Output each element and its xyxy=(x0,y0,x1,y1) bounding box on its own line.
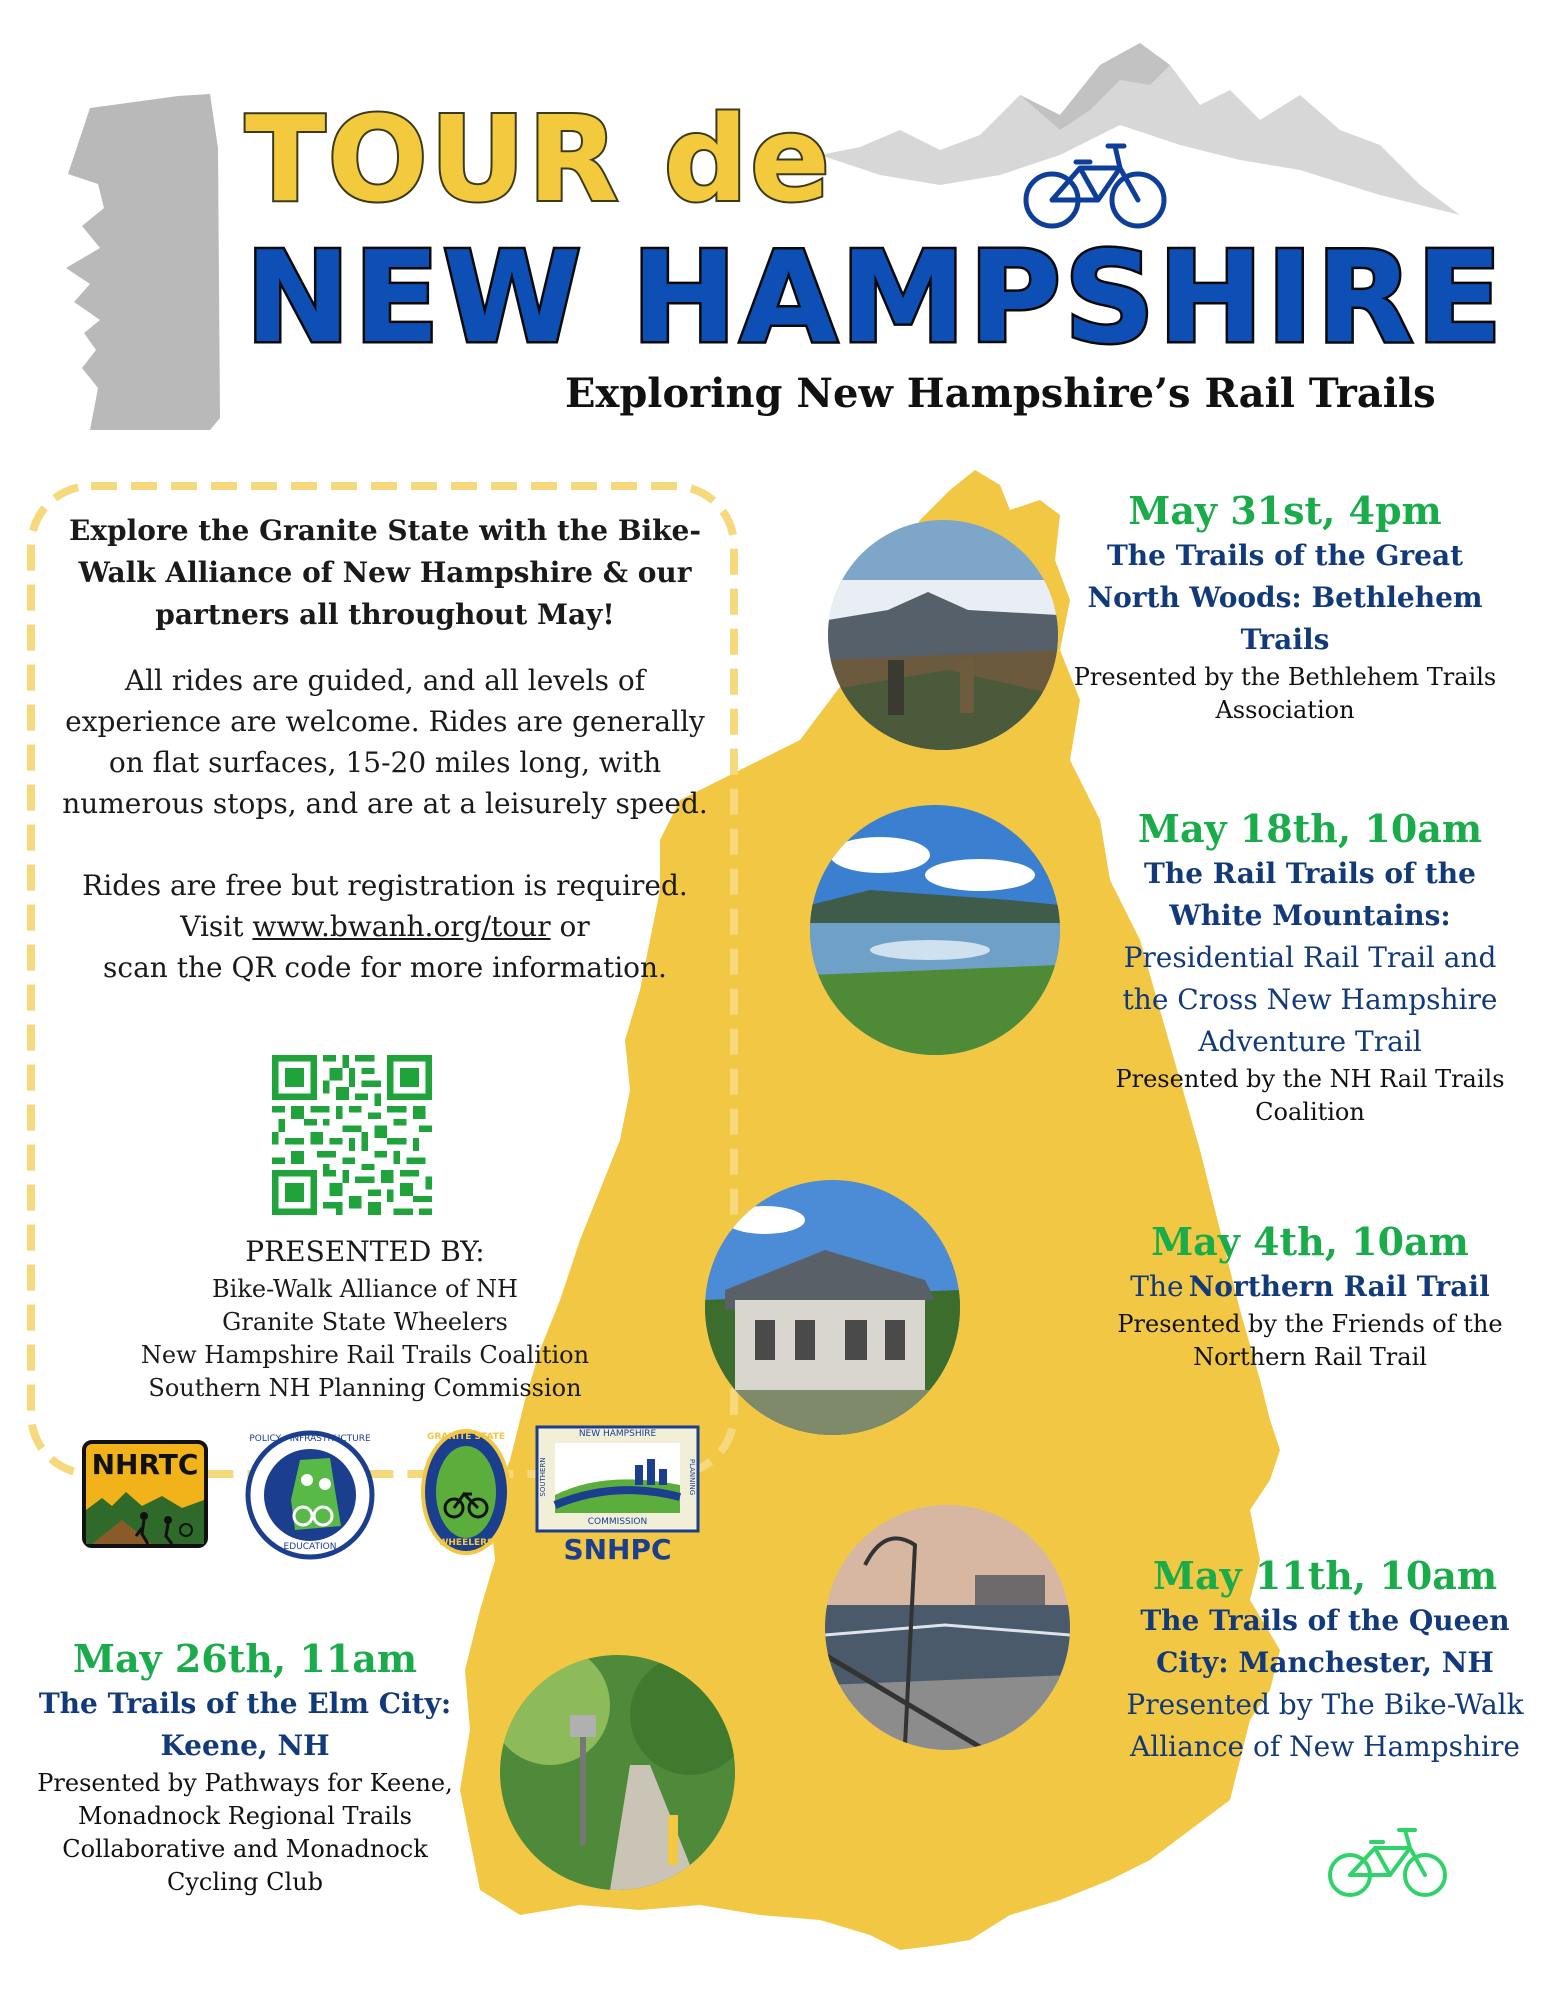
event-title: The Trails of the Queen City: Manchester, NH xyxy=(1140,1604,1510,1679)
subtitle: Exploring New Hampshire’s Rail Trails xyxy=(565,370,1436,417)
presenter-item: Bike-Walk Alliance of NH xyxy=(212,1275,518,1303)
snhpc-right-text: PLANNING xyxy=(688,1458,696,1496)
ride-details-text: All rides are guided, and all levels of experience are welcome. Rides are generally on flat surfaces, 15-20 miles long, with numerous stops, and are at a leisurely speed. xyxy=(62,664,708,820)
event-date: May 31st, 4pm xyxy=(1128,488,1442,533)
qr-code[interactable] xyxy=(272,1055,432,1215)
event-title: The Trails of the Great North Woods: Bethlehem Trails xyxy=(1087,539,1483,656)
event-title: The Trails of the Elm City: Keene, NH xyxy=(38,1687,452,1762)
event-may-4 xyxy=(1115,1218,1505,1374)
snhpc-top-text: NEW HAMPSHIRE xyxy=(578,1429,657,1439)
gsw-logo-bottom-text: WHEELERS xyxy=(438,1538,494,1548)
title-tour-de: TOUR de xyxy=(245,90,833,228)
photo-white-mountains-lake xyxy=(810,805,1060,1055)
ride-details xyxy=(55,660,715,988)
event-title-bold: The Rail Trails of the White Mountains: xyxy=(1144,857,1476,932)
granite-state-wheelers-logo xyxy=(420,1428,512,1556)
registration-text: Rides are free but registration is required. xyxy=(82,869,688,902)
event-date: May 18th, 10am xyxy=(1137,806,1483,851)
bwanh-logo xyxy=(245,1430,375,1560)
event-may-31 xyxy=(1070,487,1500,727)
event-title-rest: Presidential Rail Trail and the Cross New Hampshire Adventure Trail xyxy=(1122,941,1498,1058)
event-title-prefix: The xyxy=(1130,1270,1184,1303)
green-bicycle-icon xyxy=(1325,1820,1450,1900)
bwanh-logo-bottom-text: EDUCATION xyxy=(283,1542,337,1552)
registration-visit-line xyxy=(55,906,715,947)
snhpc-name: SNHPC xyxy=(563,1533,672,1566)
photo-manchester-river xyxy=(825,1505,1070,1750)
gsw-logo-top-text: GRANITE STATE xyxy=(426,1432,506,1442)
event-presenter: Presented by Pathways for Keene, Monadnock Regional Trails Collaborative and Monadnock Cycling Club xyxy=(37,1769,453,1896)
snhpc-logo xyxy=(535,1425,700,1565)
bwanh-logo-top-text: POLICY · INFRASTRUCTURE xyxy=(249,1434,371,1444)
visit-label: Visit xyxy=(180,910,244,943)
event-presenter: Presented by the NH Rail Trails Coalition xyxy=(1115,1065,1505,1126)
intro-text: Explore the Granite State with the Bike-Walk Alliance of New Hampshire & our partners all throughout May! xyxy=(69,514,701,631)
presenter-item: Granite State Wheelers xyxy=(222,1308,508,1336)
event-date: May 26th, 11am xyxy=(72,1636,418,1681)
photo-bethlehem-overlook xyxy=(828,520,1058,750)
snhpc-left-text: SOUTHERN xyxy=(539,1457,547,1497)
event-may-26 xyxy=(35,1635,455,1899)
event-may-11 xyxy=(1115,1552,1535,1768)
photo-northern-rail-station xyxy=(705,1180,960,1435)
nhrtc-logo-text: NHRTC xyxy=(91,1448,199,1481)
event-date: May 4th, 10am xyxy=(1151,1219,1469,1264)
presented-by-header: PRESENTED BY: xyxy=(245,1235,485,1268)
nhrtc-logo xyxy=(82,1440,208,1548)
event-title-bold: Northern Rail Trail xyxy=(1188,1270,1490,1303)
event-presenter: Presented by the Bethlehem Trails Association xyxy=(1073,663,1497,724)
presented-by xyxy=(120,1235,610,1405)
or-label: or xyxy=(559,910,590,943)
tour-link[interactable]: www.bwanh.org/tour xyxy=(252,910,551,943)
photo-keene-path xyxy=(500,1655,735,1890)
qr-instruction: scan the QR code for more information. xyxy=(103,951,667,984)
event-date: May 11th, 10am xyxy=(1152,1553,1498,1598)
event-may-18 xyxy=(1100,805,1520,1129)
snhpc-bottom-text: COMMISSION xyxy=(587,1517,648,1527)
event-presenter: Presented by the Friends of the Northern Rail Trail xyxy=(1117,1310,1503,1371)
event-presenter: Presented by The Bike-Walk Alliance of New Hampshire xyxy=(1126,1688,1524,1763)
title-new-hampshire: NEW HAMPSHIRE xyxy=(245,224,1506,371)
presenter-item: Southern NH Planning Commission xyxy=(148,1374,582,1402)
presenter-item: New Hampshire Rail Trails Coalition xyxy=(140,1341,590,1369)
